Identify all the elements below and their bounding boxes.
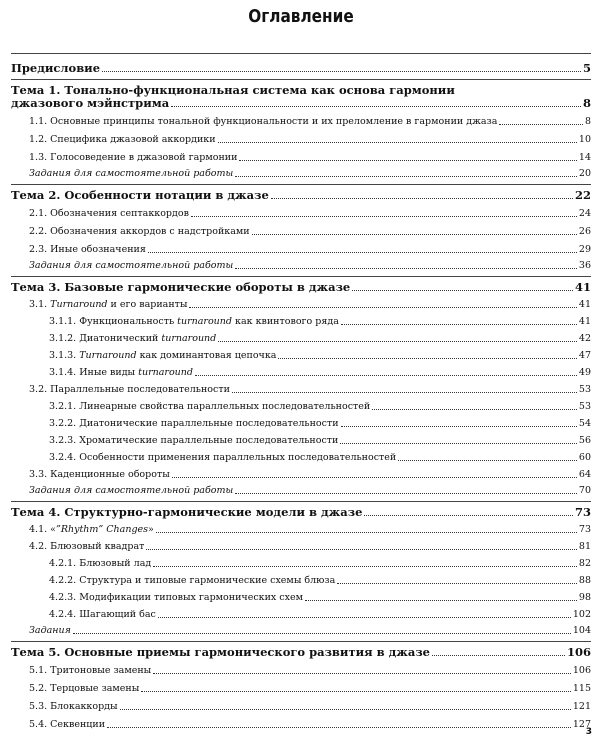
top-rule (11, 53, 591, 54)
divider (11, 276, 591, 277)
toc-entry-1-2[interactable]: 1.2. Специфика джазовой аккордики 10 (29, 134, 591, 145)
toc-entry-5-1[interactable]: 5.1. Тритоновые замены 106 (29, 665, 591, 676)
toc-entry-4-2-3[interactable]: 4.2.3. Модификации типовых гармонических схем 98 (49, 592, 591, 603)
toc-entry-3-tasks[interactable]: Задания для самостоятельной работы 70 (29, 485, 591, 496)
toc-entry-topic-2[interactable]: Тема 2. Особенности нотации в джазе 22 (11, 188, 591, 202)
toc-entry-4-2[interactable]: 4.2. Блюзовый квадрат 81 (29, 541, 591, 552)
divider (11, 641, 591, 642)
toc-entry-preface[interactable]: Предисловие 5 (11, 61, 591, 75)
toc-entry-2-tasks[interactable]: Задания для самостоятельной работы 36 (29, 260, 591, 271)
toc-entry-2-3[interactable]: 2.3. Иные обозначения 29 (29, 244, 591, 255)
toc-entry-3-3[interactable]: 3.3. Каденционные обороты 64 (29, 469, 591, 480)
toc-entry-1-3[interactable]: 1.3. Голосоведение в джазовой гармонии 14 (29, 152, 591, 163)
divider (11, 501, 591, 502)
toc-entry-4-2-2[interactable]: 4.2.2. Структура и типовые гармонические схемы блюза 88 (49, 575, 591, 586)
toc-entry-5-4[interactable]: 5.4. Секвенции 127 (29, 719, 591, 730)
toc-entry-topic-1[interactable]: Тема 1. Тонально-функциональная система как основа гармонии джазового мэйнстрима 8 (11, 83, 591, 110)
toc-entry-5-3[interactable]: 5.3. Блокаккорды 121 (29, 701, 591, 712)
toc-entry-3-1-4[interactable]: 3.1.4. Иные виды turnaround 49 (49, 367, 591, 378)
page-number: 3 (585, 727, 592, 737)
toc-entry-topic-5[interactable]: Тема 5. Основные приемы гармонического развития в джазе 106 (11, 645, 591, 659)
divider (11, 79, 591, 80)
toc-entry-1-1[interactable]: 1.1. Основные принципы тональной функциональности и их преломление в гармонии джаза 8 (29, 116, 591, 127)
toc-entry-4-2-1[interactable]: 4.2.1. Блюзовый лад 82 (49, 558, 591, 569)
toc-entry-3-2-4[interactable]: 3.2.4. Особенности применения параллельных последовательностей 60 (49, 452, 591, 463)
toc-entry-1-tasks[interactable]: Задания для самостоятельной работы 20 (29, 168, 591, 179)
toc-entry-topic-4[interactable]: Тема 4. Структурно-гармонические модели в джазе 73 (11, 505, 591, 519)
toc-entry-4-1[interactable]: 4.1. «”Rhythm” Changes» 73 (29, 524, 591, 535)
table-of-contents (11, 62, 591, 731)
toc-entry-3-2-3[interactable]: 3.2.3. Хроматические параллельные последовательности 56 (49, 435, 591, 446)
divider (11, 184, 591, 185)
toc-entry-3-1-2[interactable]: 3.1.2. Диатонический turnaround 42 (49, 333, 591, 344)
toc-entry-3-1-1[interactable]: 3.1.1. Функциональность turnaround как квинтового ряда 41 (49, 316, 591, 327)
toc-entry-5-2[interactable]: 5.2. Терцовые замены 115 (29, 683, 591, 694)
toc-entry-4-2-4[interactable]: 4.2.4. Шагающий бас 102 (49, 609, 591, 620)
toc-entry-3-2-2[interactable]: 3.2.2. Диатонические параллельные последовательности 54 (49, 418, 591, 429)
toc-entry-3-2[interactable]: 3.2. Параллельные последовательности 53 (29, 384, 591, 395)
page-title: Оглавление (248, 6, 354, 27)
toc-entry-3-1-3[interactable]: 3.1.3. Turnaround как доминантовая цепочка 47 (49, 350, 591, 361)
toc-entry-3-2-1[interactable]: 3.2.1. Линеарные свойства параллельных последовательностей 53 (49, 401, 591, 412)
toc-entry-4-tasks[interactable]: Задания 104 (29, 625, 591, 636)
toc-entry-topic-3[interactable]: Тема 3. Базовые гармонические обороты в джазе 41 (11, 280, 591, 294)
toc-entry-3-1[interactable]: 3.1. Turnaround и его варианты 41 (29, 299, 591, 310)
toc-entry-2-1[interactable]: 2.1. Обозначения септаккордов 24 (29, 208, 591, 219)
toc-entry-2-2[interactable]: 2.2. Обозначения аккордов с надстройками 26 (29, 226, 591, 237)
